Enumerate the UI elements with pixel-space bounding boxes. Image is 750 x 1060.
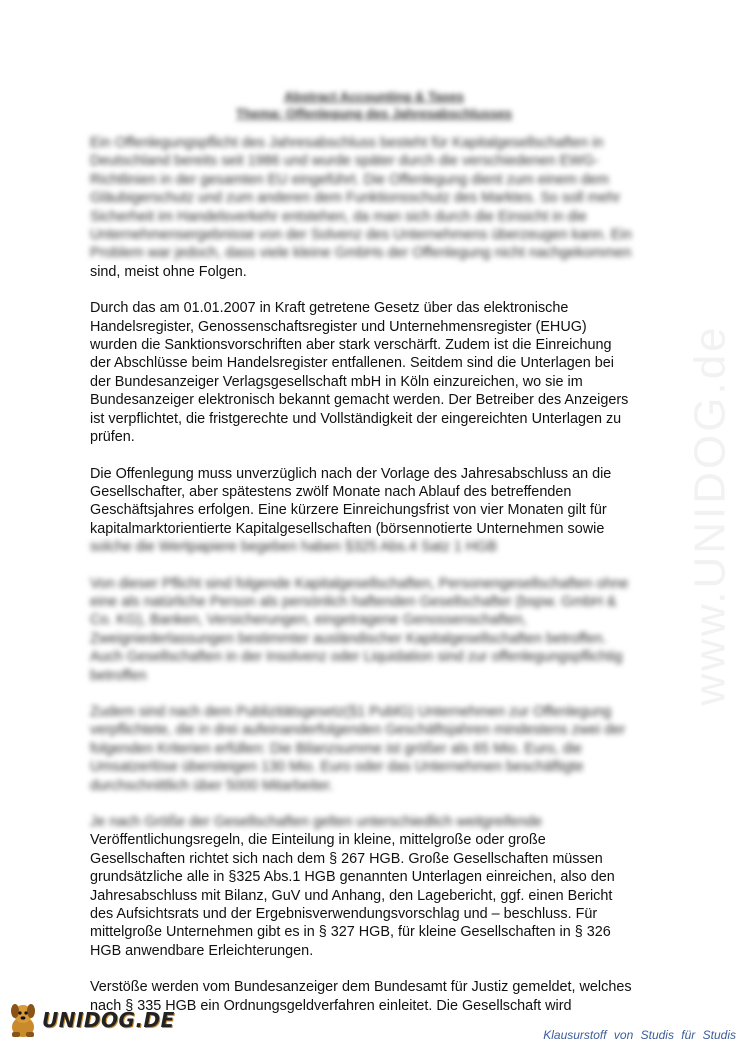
text-line: Zudem sind nach dem Publizitätsgesetz(§1 PublG) Unternehmen zur Offenlegung (90, 703, 612, 720)
text-line: Richtlinien in der gesamten EU eingeführt. Die Offenlegung dient zum einem dem (90, 171, 609, 188)
text-line: eine als natürliche Person als persönlich haftenden Gesellschafter (bspw. GmbH & (90, 593, 617, 610)
text-line: prüfen. (90, 429, 135, 446)
text-line: Jahresabschluss mit Bilanz, GuV und Anhang, den Lagebericht, ggf. einen Bericht (90, 887, 613, 904)
document-title: Abstract Accounting & Taxes (284, 89, 464, 104)
text-line: kapitalmarktorientierte Kapitalgesellschaften (börsennotierte Unternehmen sowie (90, 520, 605, 537)
text-line: Ein Offenlegungspflicht des Jahresabschluss besteht für Kapitalgesellschaften in (90, 135, 604, 151)
text-line: nach § 335 HGB ein Ordnungsgeldverfahren einleitet. Die Gesellschaft wird (90, 997, 572, 1014)
watermark-text: www.UNIDOG.de (686, 324, 736, 706)
text-line: Die Offenlegung muss unverzüglich nach der Vorlage des Jahresabschluss an die (90, 465, 612, 482)
text-line: folgenden Kriterien erfüllen: Die Bilanzsumme ist größer als 65 Mio. Euro, die (90, 740, 582, 757)
text-line: Unternehmensergebnisse von der Solvenz des Unternehmens überzeugen kann. Ein (90, 227, 632, 244)
document-body (90, 88, 658, 1033)
text-line: wurden die Sanktionsvorschriften aber stark verschärft. Zudem ist die Einreichung (90, 337, 612, 354)
text-line: durchschnittlich über 5000 Mitarbeiter. (90, 777, 334, 794)
footer-slogan: Klausurstoff von Studis für Studis (543, 1028, 736, 1042)
text-line: Sicherheit im Handelsverkehr entstehen, da man sich durch die Einsicht in die (90, 208, 587, 225)
text-line: Umsatzerlöse übersteigen 130 Mio. Euro oder das Unternehmen beschäftigte (90, 759, 584, 776)
text-line: Veröffentlichungsregeln, die Einteilung in kleine, mittelgroße oder große (90, 832, 546, 849)
watermark (687, 285, 735, 745)
paragraph-4 (90, 575, 658, 685)
logo-text: UNIDOG.DE (42, 1008, 175, 1032)
text-line: HGB anwendbare Erleichterungen. (90, 942, 314, 959)
document-subtitle: Thema: Offenlegung des Jahresabschlusses (236, 106, 512, 121)
text-line: Co. KG), Banken, Versicherungen, eingetragene Genossenschaften, (90, 612, 527, 629)
text-line: Durch das am 01.01.2007 in Kraft getretene Gesetz über das elektronische (90, 300, 569, 317)
paragraph-3 (90, 465, 658, 557)
paragraph-2 (90, 299, 658, 446)
unidog-logo (6, 1000, 175, 1040)
text-line: Gesellschaften richtet sich nach dem § 267 HGB. Große Gesellschaften müssen (90, 850, 603, 867)
dog-mascot-icon (6, 1001, 40, 1039)
text-line: Je nach Größe der Gesellschaften gelten unterschiedlich weitgreifende (90, 814, 542, 830)
text-line: Deutschland bereits seit 1986 und wurde später durch die verschiedenen EWG- (90, 153, 599, 170)
text-line: Handelsregister, Genossenschaftsregister und Unternehmensregister (EHUG) (90, 318, 587, 335)
text-line: mittelgroße Unternehmen gibt es in § 327 HGB, für kleine Gesellschaften in § 326 (90, 924, 611, 941)
paragraph-1-blurred (90, 134, 658, 263)
paragraph-7 (90, 978, 658, 1015)
document-heading (90, 88, 658, 122)
text-line: Von dieser Pflicht sind folgende Kapitalgesellschaften, Personengesellschaften ohne (90, 575, 629, 592)
text-line: Verstöße werden vom Bundesanzeiger dem Bundesamt für Justiz gemeldet, welches (90, 979, 632, 996)
text-line: Gesellschafter, aber spätestens zwölf Monate nach Ablauf des betreffenden (90, 483, 572, 500)
text-line: grundsätzliche alle in §325 Abs.1 HGB genannten Unterlagen einreichen, also den (90, 869, 615, 886)
text-line: Bundesanzeiger elektronisch bekannt gemacht werden. Der Betreiber des Anzeigers (90, 392, 629, 409)
text-line: der Bundesanzeiger Verlagsgesellschaft mbH in Köln einzureichen, wo sie im (90, 373, 583, 390)
paragraph-6 (90, 813, 658, 960)
text-line: ist verpflichtet, die fristgerechte und Vollständigkeit der eingereichten Unterlagen zu (90, 410, 622, 427)
paragraph-5 (90, 703, 658, 795)
text-line: Problem war jedoch, dass viele kleine GmbHs der Offenlegung nicht nachgekommen (90, 245, 632, 262)
text-line: des Aufsichtsrats und der Ergebnisverwendungsvorschlag und – beschluss. Für (90, 906, 598, 923)
text-line: sind, meist ohne Folgen. (90, 263, 247, 280)
text-line: betroffen (90, 667, 147, 684)
text-line: Gläubigerschutz und zum anderen dem Funktionsschutz des Marktes. So soll mehr (90, 190, 621, 207)
text-line: Auch Gesellschaften in der Insolvenz oder Liquidation sind zur offenlegungspflichtig (90, 649, 623, 666)
text-line: der Abschlüsse beim Handelsregister entfallenen. Seitdem sind die Unterlagen bei (90, 355, 614, 372)
paragraph-1 (90, 134, 658, 281)
text-line: Geschäftsjahres erfolgen. Eine kürzere Einreichungsfrist von vier Monaten gilt für (90, 502, 607, 519)
text-line: verpflichtete, die in drei aufeinanderfolgenden Geschäftsjahren mindestens zwei der (90, 722, 626, 739)
text-line: Zweigniederlassungen bestimmter ausländischer Kapitalgesellschaften betroffen. (90, 630, 607, 647)
text-line: solche die Wertpapiere begeben haben §325 Abs.4 Satz 1 HGB (90, 539, 497, 556)
